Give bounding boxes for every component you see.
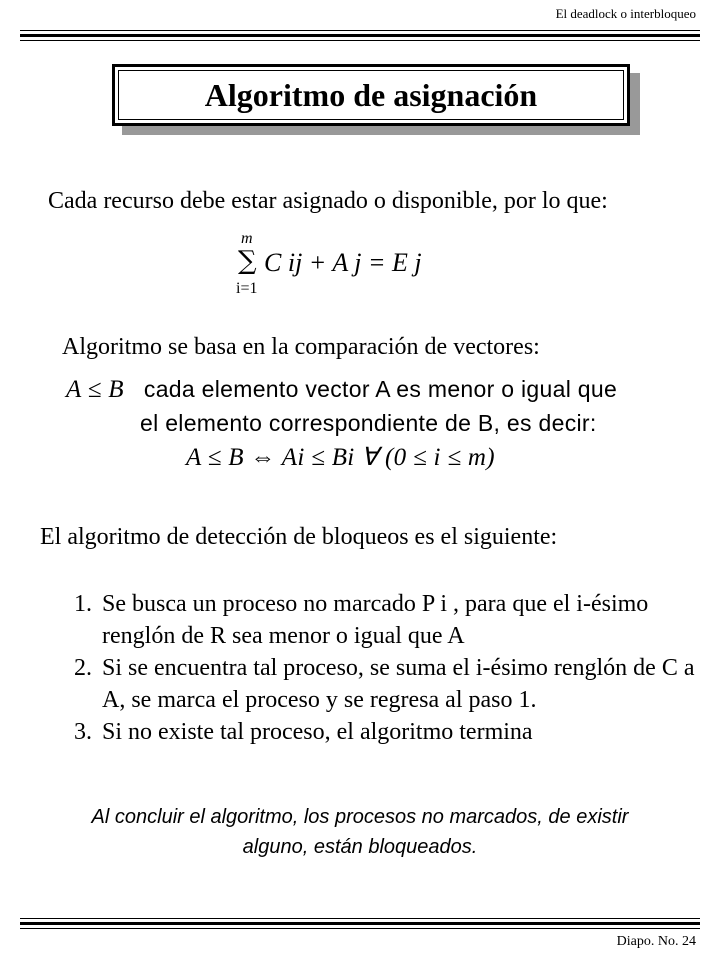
step-number: 2. bbox=[74, 655, 92, 681]
header-label: El deadlock o interbloqueo bbox=[555, 6, 696, 21]
list-item bbox=[70, 716, 710, 748]
compare-text-1: cada elemento vector A es menor o igual que bbox=[143, 376, 618, 402]
list-item bbox=[70, 588, 710, 652]
footer-rule-thin bbox=[20, 918, 700, 919]
step-text: Si se encuentra tal proceso, se suma el i-ésimo renglón de C a A, se marca el proceso y se regresa al paso 1. bbox=[102, 655, 695, 713]
sum-upper-limit: m bbox=[241, 230, 253, 247]
compare-math-1: A ≤ B bbox=[66, 376, 124, 403]
title-box bbox=[112, 64, 630, 126]
conclusion bbox=[30, 802, 690, 862]
slide-title: Algoritmo de asignación bbox=[204, 76, 538, 113]
compare-line-1 bbox=[66, 376, 617, 404]
header-rule-thin-2 bbox=[20, 40, 700, 41]
footer-rule-thin-2 bbox=[20, 928, 700, 929]
sum-lower-limit: i=1 bbox=[236, 280, 258, 297]
conclusion-line-2: alguno, están bloqueados. bbox=[242, 836, 478, 858]
step-number: 1. bbox=[74, 591, 92, 617]
compare-intro: Algoritmo se basa en la comparación de vectores: bbox=[62, 334, 540, 360]
title-inner-frame bbox=[118, 70, 624, 120]
compare-line-3 bbox=[186, 442, 495, 472]
steps-list bbox=[70, 588, 710, 748]
header-rule-thick bbox=[20, 34, 700, 37]
intro-text: Cada recurso debe estar asignado o disponible, por lo que: bbox=[48, 188, 608, 214]
footer-rule-thick bbox=[20, 922, 700, 925]
step-number: 3. bbox=[74, 719, 92, 745]
compare-text-2: el elemento correspondiente de B, es decir: bbox=[140, 410, 597, 436]
list-item bbox=[70, 652, 710, 716]
step-text: Se busca un proceso no marcado P i , para que el i-ésimo renglón de R sea menor o igual que A bbox=[102, 591, 649, 649]
compare-math-3: A ≤ B ⇔ Ai ≤ Bi ∀ (0 ≤ i ≤ m) bbox=[186, 444, 495, 471]
step-text: Si no existe tal proceso, el algoritmo termina bbox=[102, 719, 533, 745]
header-rule-thin bbox=[20, 30, 700, 31]
conclusion-line-1: Al concluir el algoritmo, los procesos no marcados, de existir bbox=[91, 806, 629, 828]
equation-body: C ij + A j = E j bbox=[264, 248, 422, 277]
compare-line-2 bbox=[140, 410, 597, 437]
footer-label: Diapo. No. 24 bbox=[616, 934, 696, 949]
sigma-symbol: ∑ bbox=[238, 246, 257, 276]
detection-intro: El algoritmo de detección de bloqueos es el siguiente: bbox=[40, 524, 558, 550]
sum-equation bbox=[234, 232, 434, 296]
